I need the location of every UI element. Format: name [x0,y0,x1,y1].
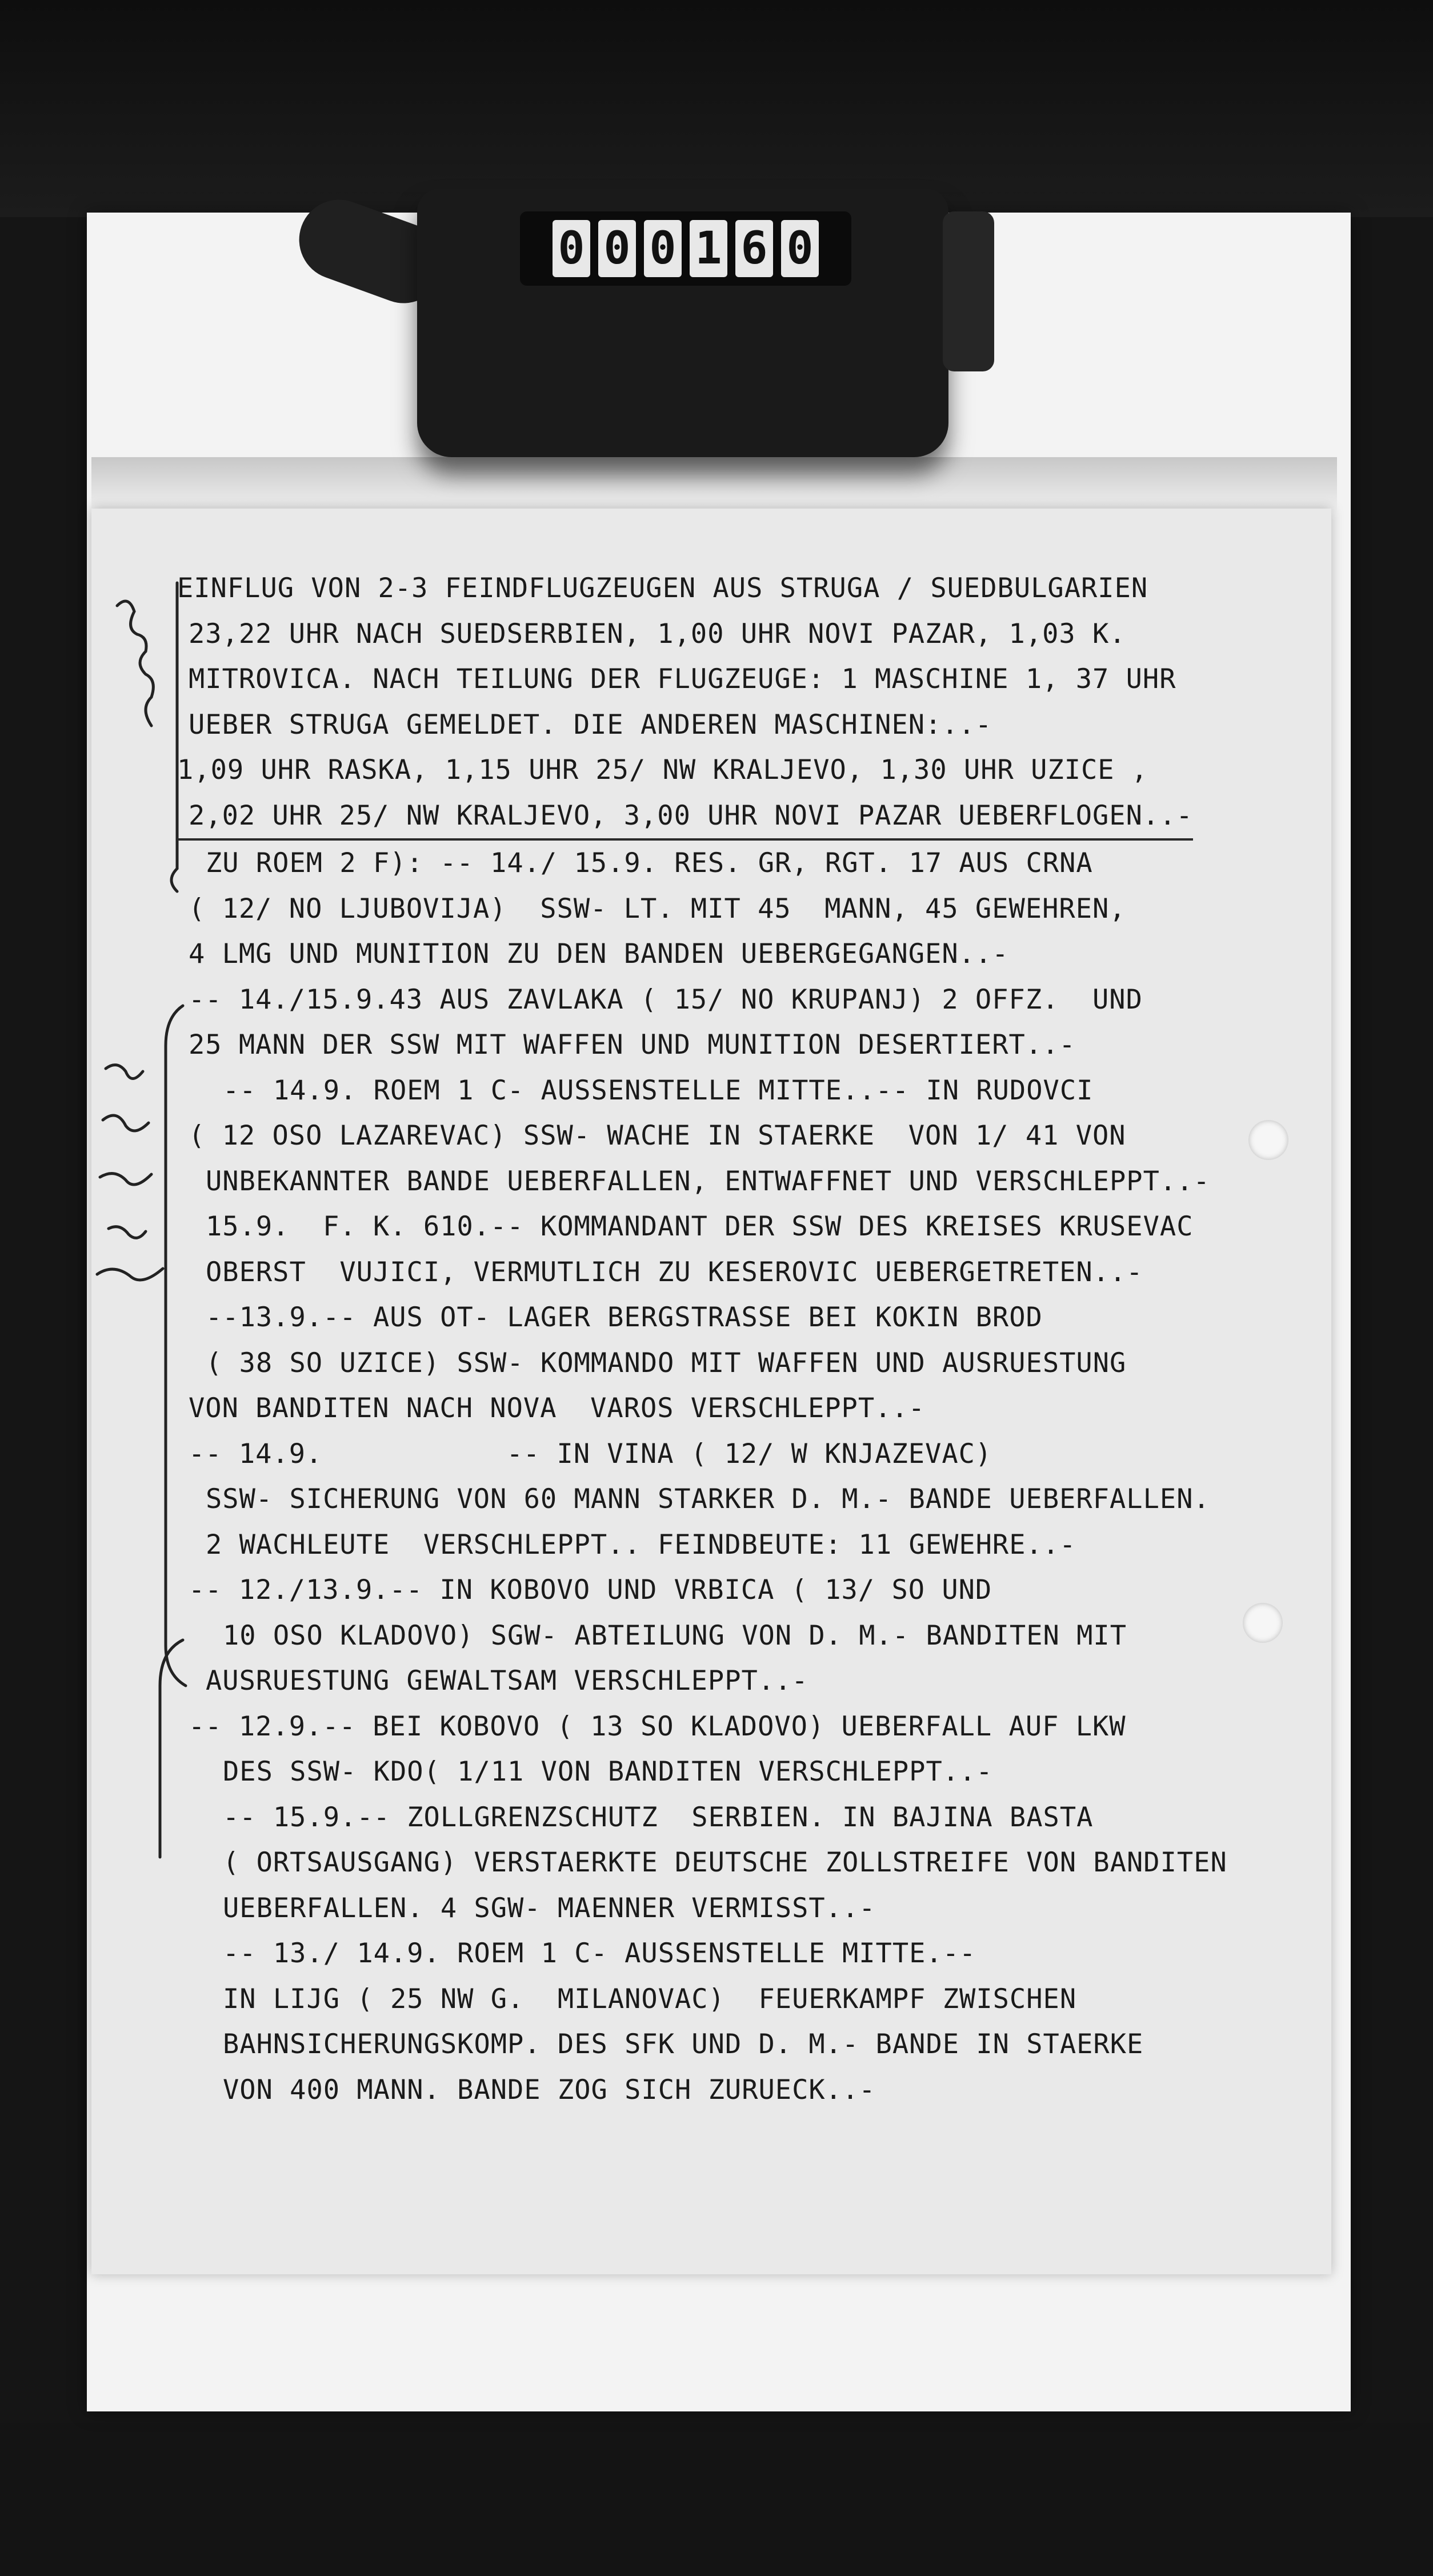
counter-digit: 0 [598,220,636,277]
counter-digit: 0 [644,220,682,277]
text-line: VON 400 MANN. BANDE ZOG SICH ZURUECK..- [223,2074,876,2106]
text-line: ( 12 OSO LAZAREVAC) SSW- WACHE IN STAERKE VON 1/ 41 VON [189,1120,1126,1151]
text-line: ZU ROEM 2 F): -- 14./ 15.9. RES. GR, RGT. 17 AUS CRNA [206,847,1093,879]
text-line: UNBEKANNTER BANDE UEBERFALLEN, ENTWAFFNET UND VERSCHLEPPT..- [206,1165,1210,1197]
text-line: -- 13./ 14.9. ROEM 1 C- AUSSENSTELLE MITTE.-- [223,1938,976,1969]
text-line: AUSRUESTUNG GEWALTSAM VERSCHLEPPT..- [206,1665,808,1697]
text-line: UEBERFALLEN. 4 SGW- MAENNER VERMISST..- [223,1892,876,1924]
counter-shadow [91,457,1337,514]
text-line: 1,09 UHR RASKA, 1,15 UHR 25/ NW KRALJEVO, 1,30 UHR UZICE , [177,754,1148,786]
text-line: -- 12.9.-- BEI KOBOVO ( 13 SO KLADOVO) UEBERFALL AUF LKW [189,1710,1126,1742]
text-line: BAHNSICHERUNGSKOMP. DES SFK UND D. M.- BANDE IN STAERKE [223,2029,1144,2060]
handwritten-margin-annotations [91,571,189,1886]
frame-counter-display [520,211,851,286]
text-line: DES SSW- KDO( 1/11 VON BANDITEN VERSCHLEPPT..- [223,1756,993,1787]
text-line: SSW- SICHERUNG VON 60 MANN STARKER D. M.- BANDE UEBERFALLEN. [206,1483,1210,1515]
text-line: VON BANDITEN NACH NOVA VAROS VERSCHLEPPT..- [189,1393,926,1424]
text-line: -- 12./13.9.-- IN KOBOVO UND VRBICA ( 13/ SO UND [189,1574,992,1606]
counter-digit: 0 [781,220,819,277]
counter-digit: 6 [735,220,773,277]
text-line: 2,02 UHR 25/ NW KRALJEVO, 3,00 UHR NOVI PAZAR UEBERFLOGEN..- [177,793,1193,841]
text-line: UEBER STRUGA GEMELDET. DIE ANDEREN MASCHINEN:..- [189,709,992,741]
text-line: MITROVICA. NACH TEILUNG DER FLUGZEUGE: 1 MASCHINE 1, 37 UHR [189,663,1176,695]
text-line: ( ORTSAUSGANG) VERSTAERKTE DEUTSCHE ZOLLSTREIFE VON BANDITEN [223,1847,1227,1878]
document-text [177,566,1314,2113]
frame-counter-knob [943,211,994,371]
text-line: 15.9. F. K. 610.-- KOMMANDANT DER SSW DES KREISES KRUSEVAC [206,1211,1194,1242]
text-line: IN LIJG ( 25 NW G. MILANOVAC) FEUERKAMPF ZWISCHEN [223,1983,1077,2015]
text-line: 25 MANN DER SSW MIT WAFFEN UND MUNITION DESERTIERT..- [189,1029,1076,1061]
text-line: --13.9.-- AUS OT- LAGER BERGSTRASSE BEI KOKIN BROD [206,1302,1043,1333]
text-line: 10 OSO KLADOVO) SGW- ABTEILUNG VON D. M.- BANDITEN MIT [223,1619,1127,1651]
text-line: -- 14./15.9.43 AUS ZAVLAKA ( 15/ NO KRUPANJ) 2 OFFZ. UND [189,983,1143,1015]
text-line: -- 14.9. -- IN VINA ( 12/ W KNJAZEVAC) [189,1438,992,1470]
text-line: OBERST VUJICI, VERMUTLICH ZU KESEROVIC UEBERGETRETEN..- [206,1256,1143,1288]
text-line: EINFLUG VON 2-3 FEINDFLUGZEUGEN AUS STRUGA / SUEDBULGARIEN [177,573,1148,604]
counter-digit: 1 [690,220,727,277]
text-line: 4 LMG UND MUNITION ZU DEN BANDEN UEBERGEGANGEN..- [189,938,1009,970]
text-line: -- 14.9. ROEM 1 C- AUSSENSTELLE MITTE..-- IN RUDOVCI [223,1074,1094,1106]
text-line: -- 15.9.-- ZOLLGRENZSCHUTZ SERBIEN. IN BAJINA BASTA [223,1801,1094,1833]
film-border-bottom [0,2423,1433,2576]
counter-digit: 0 [553,220,590,277]
film-border-top [0,0,1433,217]
text-line: 23,22 UHR NACH SUEDSERBIEN, 1,00 UHR NOVI PAZAR, 1,03 K. [189,618,1126,650]
text-line: 2 WACHLEUTE VERSCHLEPPT.. FEINDBEUTE: 11 GEWEHRE..- [206,1529,1076,1561]
text-line: ( 38 SO UZICE) SSW- KOMMANDO MIT WAFFEN UND AUSRUESTUNG [206,1347,1127,1379]
text-line: ( 12/ NO LJUBOVIJA) SSW- LT. MIT 45 MANN, 45 GEWEHREN, [189,893,1126,925]
